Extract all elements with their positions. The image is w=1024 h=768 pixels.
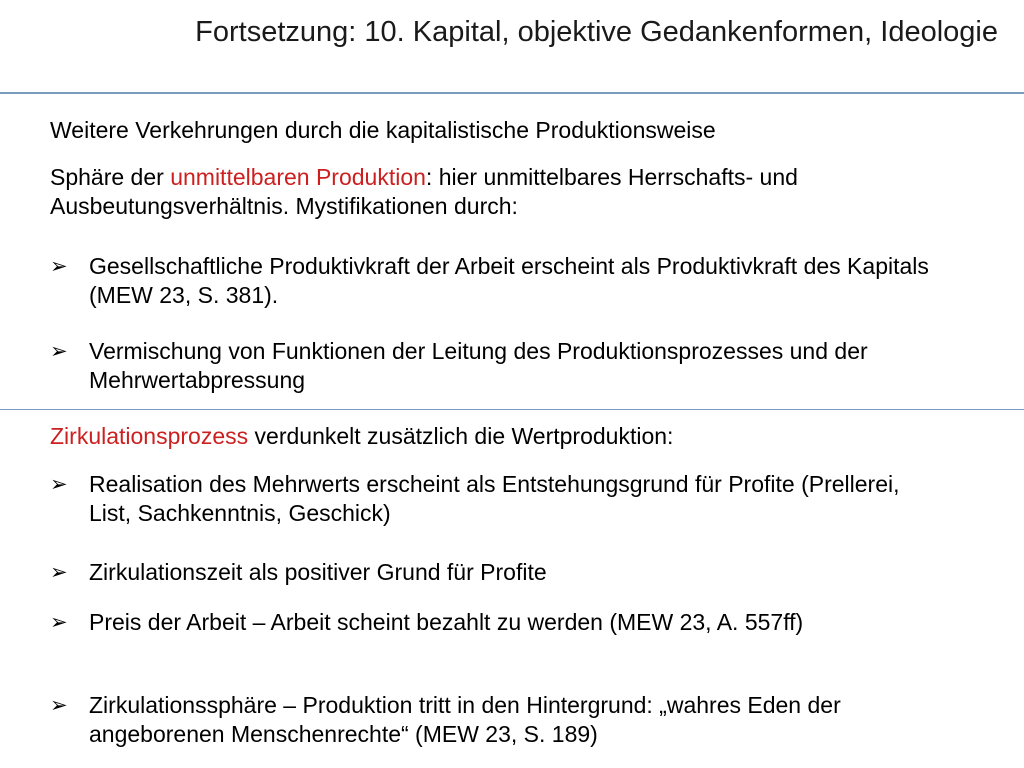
bullet-text: Zirkulationssphäre – Produktion tritt in den Hintergrund: „wahres Eden der angeborenen Menschenrechte“ (MEW 23, S. 189) [89, 692, 841, 747]
arrow-bullet-icon: ➢ [50, 473, 68, 496]
bullet-item [50, 252, 930, 310]
section2-intro [50, 422, 950, 451]
section1-heading: Weitere Verkehrungen durch die kapitalistische Produktionsweise [50, 117, 716, 143]
section-divider [0, 409, 1024, 410]
intro-highlight-zirkulationsprozess: Zirkulationsprozess [50, 423, 249, 449]
bullet-item [50, 608, 930, 637]
section1-intro [50, 163, 950, 221]
intro-text-post: verdunkelt zusätzlich die Wertproduktion: [248, 423, 674, 449]
bullet-text: Zirkulationszeit als positiver Grund für Profite [89, 559, 547, 585]
bullet-text: Vermischung von Funktionen der Leitung des Produktionsprozesses und der Mehrwertabpressung [89, 338, 868, 393]
intro-highlight-unmittelbare-produktion: unmittelbaren Produktion [170, 164, 426, 190]
bullet-text: Gesellschaftliche Produktivkraft der Arbeit erscheint als Produktivkraft des Kapitals (MEW 23, S. 381). [89, 253, 929, 308]
title-divider [0, 92, 1024, 94]
intro-text-post: : hier unmittelbares Herrschafts- und Ausbeutungsverhältnis. Mystifikationen durch: [50, 164, 798, 219]
bullet-text: Preis der Arbeit – Arbeit scheint bezahlt zu werden (MEW 23, A. 557ff) [89, 609, 804, 635]
arrow-bullet-icon: ➢ [50, 611, 68, 634]
bullet-item [50, 691, 930, 749]
slide-title: Fortsetzung: 10. Kapital, objektive Gedankenformen, Ideologie [195, 16, 998, 48]
bullet-item [50, 470, 930, 528]
intro-text-pre: Sphäre der [50, 164, 171, 190]
bullet-item [50, 558, 930, 587]
bullet-item [50, 337, 930, 395]
arrow-bullet-icon: ➢ [50, 255, 68, 278]
bullet-text: Realisation des Mehrwerts erscheint als Entstehungsgrund für Profite (Prellerei, List, Sachkenntnis, Geschick) [89, 471, 900, 526]
arrow-bullet-icon: ➢ [50, 340, 68, 363]
arrow-bullet-icon: ➢ [50, 561, 68, 584]
arrow-bullet-icon: ➢ [50, 694, 68, 717]
